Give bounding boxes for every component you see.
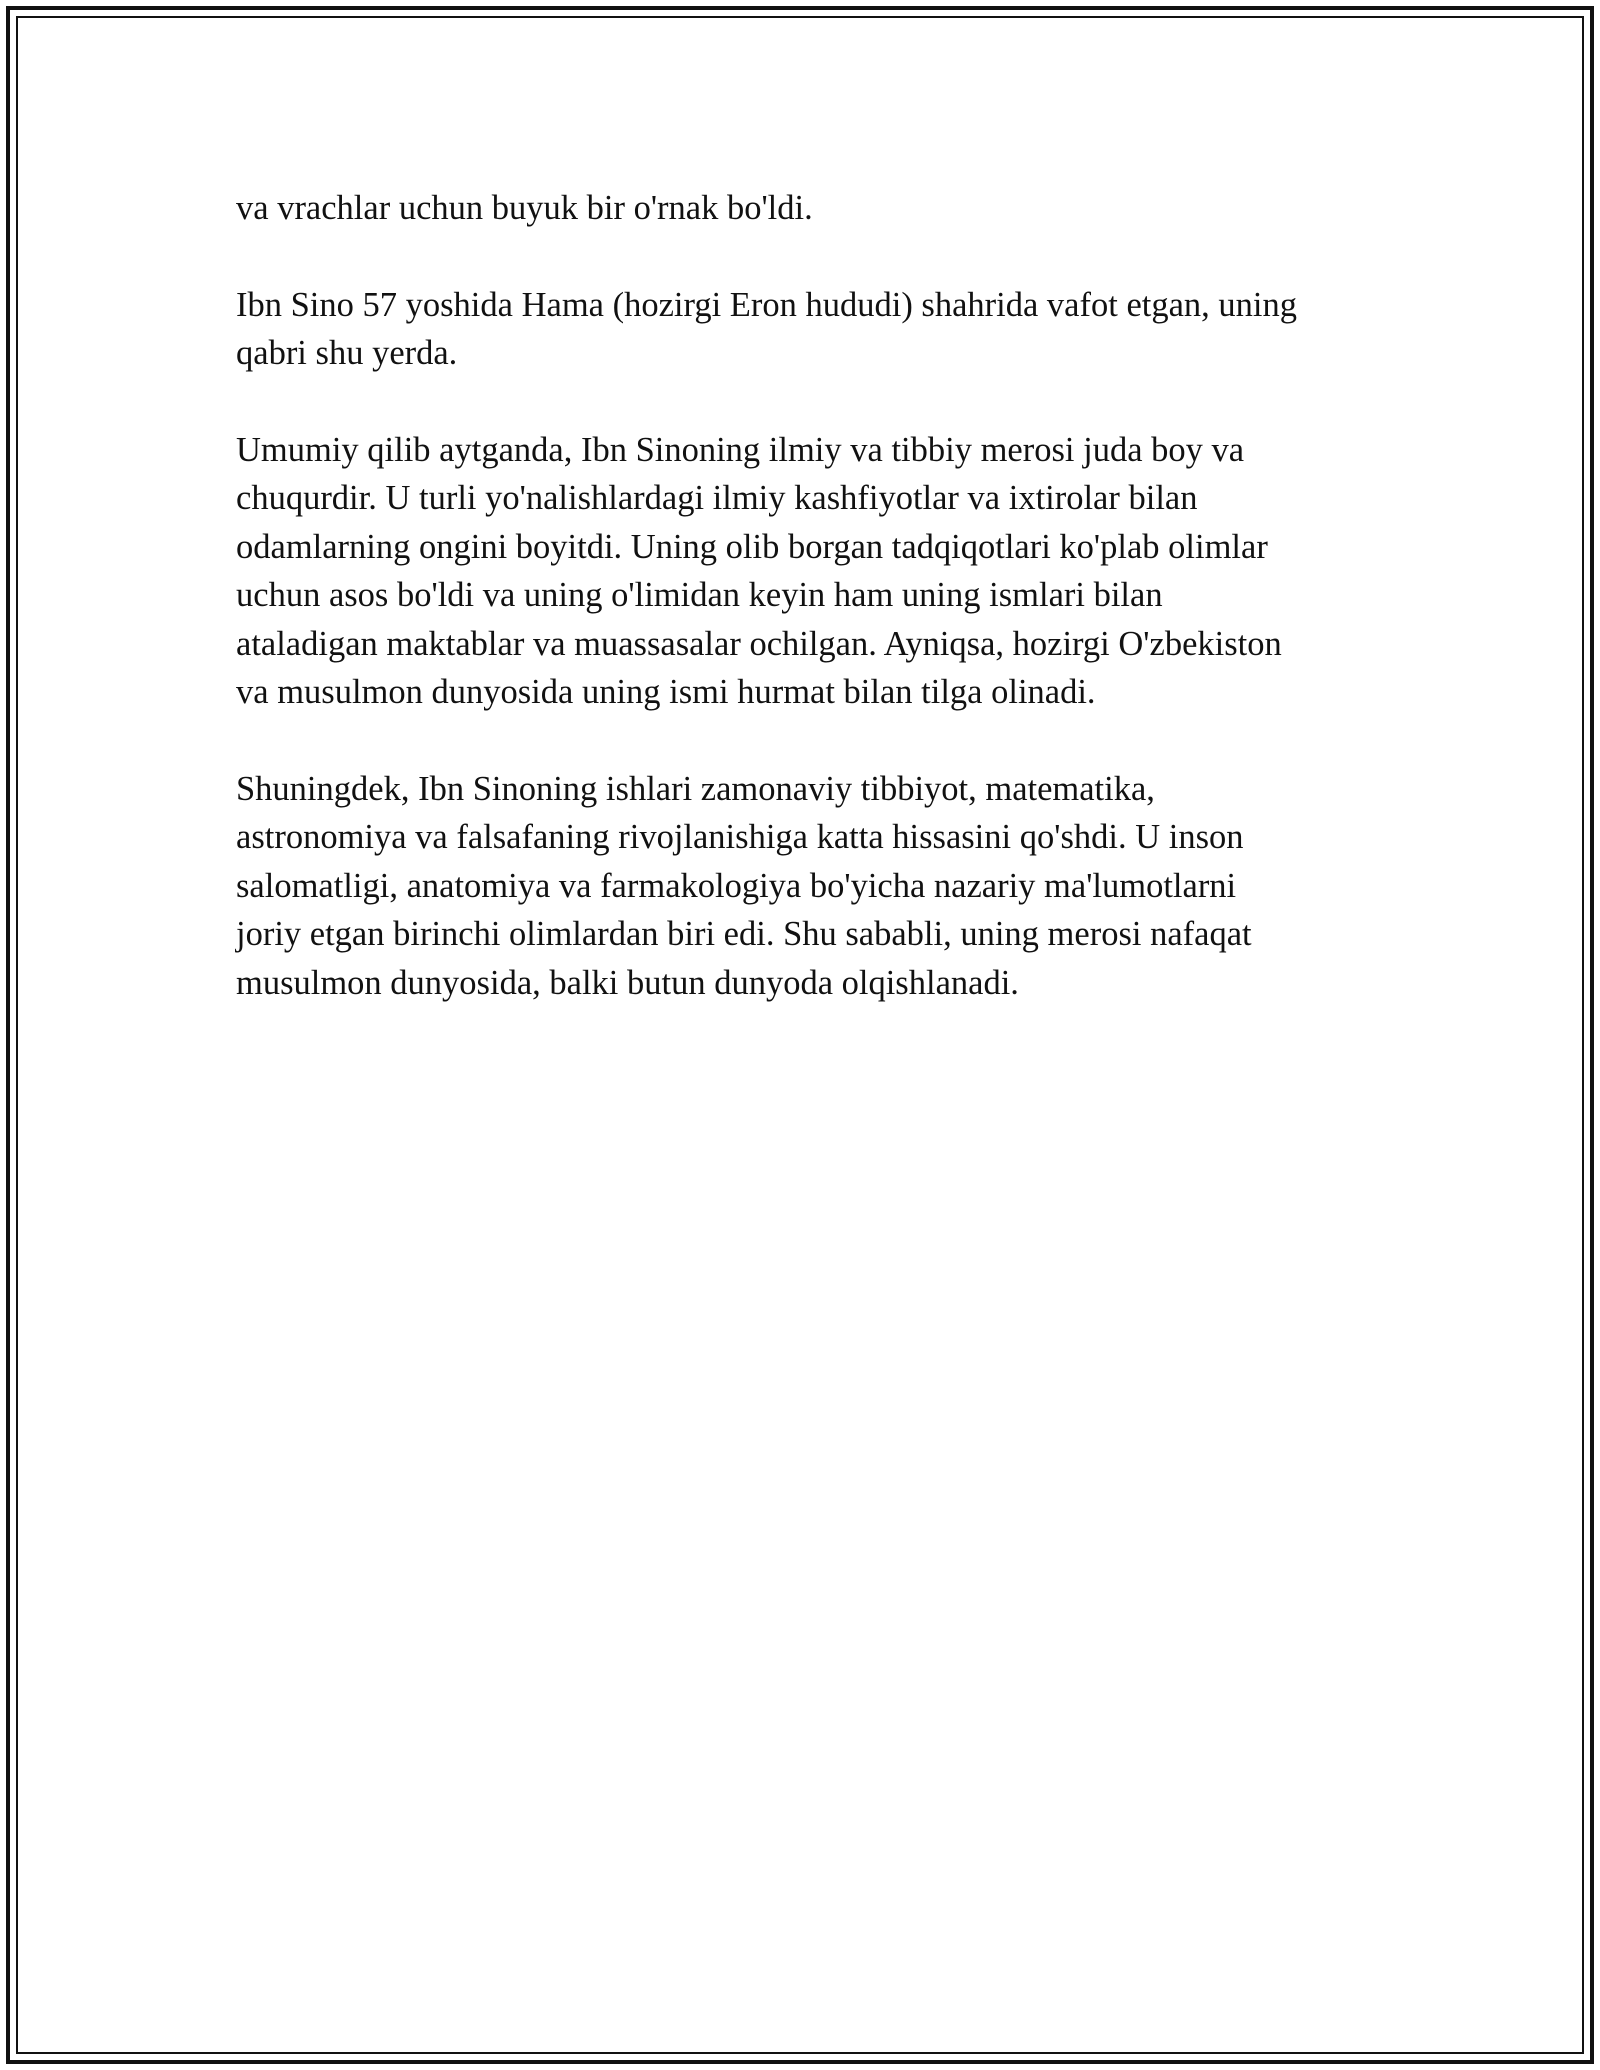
paragraph-continuation: va vrachlar uchun buyuk bir o'rnak bo'ldi. [236, 189, 813, 227]
document-body [236, 184, 1376, 1055]
paragraph-legacy-summary: Umumiy qilib aytganda, Ibn Sinoning ilmiy va tibbiy merosi juda boy va chuqurdir. U turli yo'nalishlardagi ilmiy kashfiyotlar va ixtirolar bilan odamlarning ongini boyitdi. Uning olib borgan tadqiqotlari ko'plab olimlar uchun asos bo'ldi va uning o'limidan keyin ham uning ismlari bilan ataladigan maktablar va muassasalar ochilgan. Ayniqsa, hozirgi O'zbekiston va musulmon dunyosida uning ismi hurmat bilan tilga olinadi. [236, 430, 1282, 711]
paragraph-contributions: Shuningdek, Ibn Sinoning ishlari zamonaviy tibbiyot, matematika, astronomiya va falsafaning rivojlanishiga katta hissasini qo'shdi. U inson salomatligi, anatomiya va farmakologiya bo'yicha nazariy ma'lumotlarni joriy etgan birinchi olimlardan biri edi. Shu sababli, uning merosi nafaqat musulmon dunyosida, balki butun dunyoda olqishlanadi. [236, 769, 1252, 1002]
paragraph-death: Ibn Sino 57 yoshida Hama (hozirgi Eron hududi) shahrida vafot etgan, uning qabri shu yerda. [236, 285, 1297, 372]
